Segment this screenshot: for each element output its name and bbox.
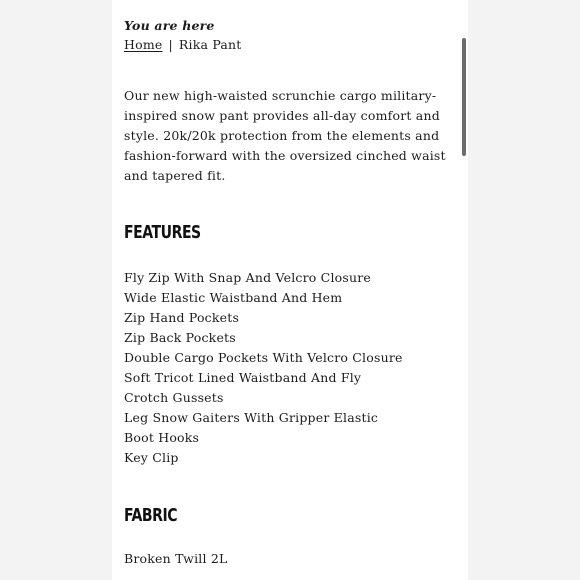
feature-item: Zip Back Pockets xyxy=(124,330,236,345)
feature-item: Wide Elastic Waistband And Hem xyxy=(124,290,343,305)
you-are-here-label: You are here xyxy=(124,18,215,33)
fabric-value: Broken Twill 2L xyxy=(124,551,228,566)
feature-item: Key Clip xyxy=(124,450,179,465)
breadcrumb-current: Rika Pant xyxy=(178,37,242,52)
feature-item: Boot Hooks xyxy=(124,430,200,445)
fabric-heading: FABRIC xyxy=(124,505,178,526)
features-list xyxy=(124,268,403,468)
feature-item: Leg Snow Gaiters With Gripper Elastic xyxy=(124,410,379,425)
feature-item: Fly Zip With Snap And Velcro Closure xyxy=(124,270,372,285)
feature-item: Crotch Gussets xyxy=(124,390,224,405)
feature-item: Soft Tricot Lined Waistband And Fly xyxy=(124,370,362,385)
breadcrumb-separator: | xyxy=(168,37,173,52)
feature-item: Double Cargo Pockets With Velcro Closure xyxy=(124,350,403,365)
product-description: Our new high-waisted scrunchie cargo military-inspired snow pant provides all-day comfort and style. 20k/20k protection from the elements and fashion-forward with the oversized cinched waist and tapered fit. xyxy=(124,88,446,183)
breadcrumb-home-link[interactable]: Home xyxy=(124,37,163,52)
features-heading: FEATURES xyxy=(124,222,201,243)
breadcrumb xyxy=(124,37,242,52)
feature-item: Zip Hand Pockets xyxy=(124,310,240,325)
